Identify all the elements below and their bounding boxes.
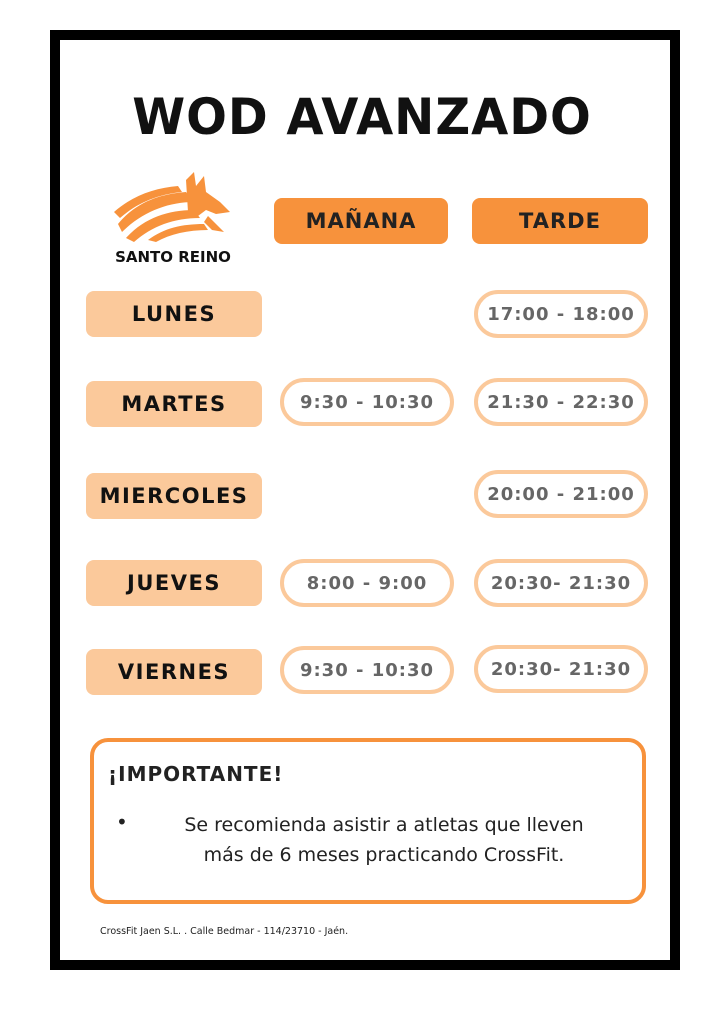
day-label: JUEVES	[86, 560, 262, 606]
brand-name: SANTO REINO	[115, 248, 231, 266]
page-title: WOD AVANZADO	[132, 88, 592, 146]
afternoon-slot: 20:30- 21:30	[474, 559, 648, 607]
footer-address: CrossFit Jaen S.L. . Calle Bedmar - 114/23710 - Jaén.	[100, 926, 349, 937]
afternoon-slot: 21:30 - 22:30	[474, 378, 648, 426]
fox-icon	[108, 172, 238, 242]
day-label: VIERNES	[86, 649, 262, 695]
bullet-icon: •	[116, 810, 128, 834]
notice-title: ¡IMPORTANTE!	[108, 762, 284, 786]
afternoon-slot: 20:30- 21:30	[474, 645, 648, 693]
morning-slot: 9:30 - 10:30	[280, 646, 454, 694]
afternoon-slot: 20:00 - 21:00	[474, 470, 648, 518]
day-label: MIERCOLES	[86, 473, 262, 519]
afternoon-slot: 17:00 - 18:00	[474, 290, 648, 338]
day-label: MARTES	[86, 381, 262, 427]
header-morning: MAÑANA	[274, 198, 448, 244]
important-notice	[90, 738, 646, 904]
morning-slot: 9:30 - 10:30	[280, 378, 454, 426]
notice-line: más de 6 meses practicando CrossFit.	[203, 844, 565, 866]
header-afternoon: TARDE	[472, 198, 648, 244]
day-label: LUNES	[86, 291, 262, 337]
morning-slot: 8:00 - 9:00	[280, 559, 454, 607]
notice-text	[154, 810, 614, 870]
notice-line: Se recomienda asistir a atletas que lleven	[184, 814, 584, 836]
